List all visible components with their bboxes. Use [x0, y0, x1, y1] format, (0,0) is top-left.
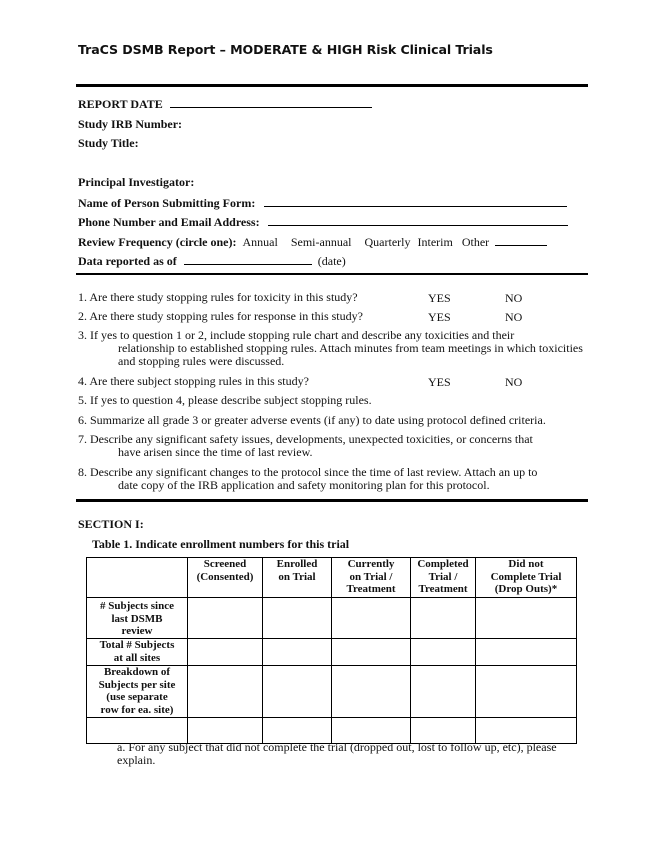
column-header-did-not-complete: Did not Complete Trial (Drop Outs)* — [476, 558, 577, 598]
table-cell[interactable] — [188, 639, 263, 666]
question-8-line-1: 8. Describe any significant changes to the protocol since the time of last review. Attach an up to — [78, 465, 538, 479]
table-cell[interactable] — [411, 639, 476, 666]
data-reported-label: Data reported as of — [78, 254, 177, 268]
table-cell[interactable] — [476, 666, 577, 718]
section-heading: SECTION I: — [78, 517, 144, 531]
row-header-breakdown: Breakdown of Subjects per site (use separate row for ea. site) — [87, 666, 188, 718]
contact-row — [78, 214, 568, 230]
option-interim[interactable]: Interim — [417, 235, 453, 249]
q2-no-option[interactable]: NO — [505, 310, 523, 324]
other-field[interactable] — [495, 234, 547, 246]
table-cell[interactable] — [332, 666, 411, 718]
column-header-completed: Completed Trial / Treatment — [411, 558, 476, 598]
data-reported-row — [78, 253, 346, 269]
table-header-row — [87, 558, 577, 598]
data-reported-field[interactable] — [184, 253, 312, 265]
table-cell[interactable] — [263, 639, 332, 666]
option-quarterly[interactable]: Quarterly — [364, 235, 411, 249]
question-3-continuation: relationship to established stopping rules. Attach minutes from team meetings in which toxicities and stopping rules were discussed. — [118, 341, 583, 368]
option-other[interactable]: Other — [461, 235, 490, 249]
q1-yes-option[interactable]: YES — [428, 291, 451, 305]
column-header-currently: Currently on Trial / Treatment — [332, 558, 411, 598]
question-1: 1. Are there study stopping rules for toxicity in this study? — [78, 290, 358, 304]
question-5: 5. If yes to question 4, please describe subject stopping rules. — [78, 393, 372, 407]
question-4: 4. Are there subject stopping rules in this study? — [78, 374, 309, 388]
irb-number-label: Study IRB Number: — [78, 117, 183, 131]
table-cell[interactable] — [332, 598, 411, 639]
column-header-screened: Screened (Consented) — [188, 558, 263, 598]
option-annual[interactable]: Annual — [242, 235, 278, 249]
question-7-line-1: 7. Describe any significant safety issues, developments, unexpected toxicities, or concerns that — [78, 432, 533, 446]
corner-cell — [87, 558, 188, 598]
table-cell[interactable] — [411, 598, 476, 639]
submitter-label: Name of Person Submitting Form: — [78, 196, 256, 210]
top-divider — [76, 84, 588, 87]
table-cell[interactable] — [188, 598, 263, 639]
table-cell[interactable] — [476, 639, 577, 666]
question-8-continuation: date copy of the IRB application and safety monitoring plan for this protocol. — [118, 478, 490, 492]
table-row — [87, 666, 577, 718]
pi-label: Principal Investigator: — [78, 175, 195, 189]
table-cell[interactable] — [263, 598, 332, 639]
contact-field[interactable] — [268, 214, 568, 226]
question-2: 2. Are there study stopping rules for response in this study? — [78, 309, 363, 323]
question-3 — [78, 329, 588, 368]
table-cell[interactable] — [476, 598, 577, 639]
report-date-row — [78, 96, 372, 112]
table-cell[interactable] — [263, 666, 332, 718]
option-semi-annual[interactable]: Semi-annual — [290, 235, 352, 249]
q1-no-option[interactable]: NO — [505, 291, 523, 305]
study-title-label: Study Title: — [78, 136, 139, 150]
contact-label: Phone Number and Email Address: — [78, 215, 260, 229]
report-date-field[interactable] — [170, 96, 372, 108]
report-date-label: REPORT DATE — [78, 97, 163, 111]
row-header-total-subjects: Total # Subjects at all sites — [87, 639, 188, 666]
table-footnote: a. For any subject that did not complete the trial (dropped out, lost to follow up, etc), please explain. — [117, 740, 557, 767]
table-row — [87, 598, 577, 639]
q4-yes-option[interactable]: YES — [428, 375, 451, 389]
row-header-subjects-since-review: # Subjects since last DSMB review — [87, 598, 188, 639]
review-frequency-label: Review Frequency (circle one): — [78, 235, 237, 249]
page-title: TraCS DSMB Report – MODERATE & HIGH Risk Clinical Trials — [78, 42, 493, 57]
question-8 — [78, 466, 588, 492]
q4-no-option[interactable]: NO — [505, 375, 523, 389]
enrollment-table — [86, 557, 577, 744]
table-title: Table 1. Indicate enrollment numbers for this trial — [92, 537, 350, 551]
submitter-row — [78, 195, 567, 211]
table-cell[interactable] — [188, 666, 263, 718]
date-suffix: (date) — [317, 254, 346, 268]
q2-yes-option[interactable]: YES — [428, 310, 451, 324]
table-cell[interactable] — [411, 666, 476, 718]
column-header-enrolled: Enrolled on Trial — [263, 558, 332, 598]
question-7 — [78, 433, 588, 459]
submitter-field[interactable] — [264, 195, 567, 207]
bottom-divider — [76, 499, 588, 502]
question-7-continuation: have arisen since the time of last review. — [118, 445, 313, 459]
question-6: 6. Summarize all grade 3 or greater adverse events (if any) to date using protocol defined criteria. — [78, 413, 546, 427]
table-cell[interactable] — [332, 639, 411, 666]
middle-divider — [76, 273, 588, 275]
table-row — [87, 639, 577, 666]
question-3-line-1: 3. If yes to question 1 or 2, include stopping rule chart and describe any toxicities and their — [78, 328, 515, 342]
review-frequency-row — [78, 234, 547, 250]
